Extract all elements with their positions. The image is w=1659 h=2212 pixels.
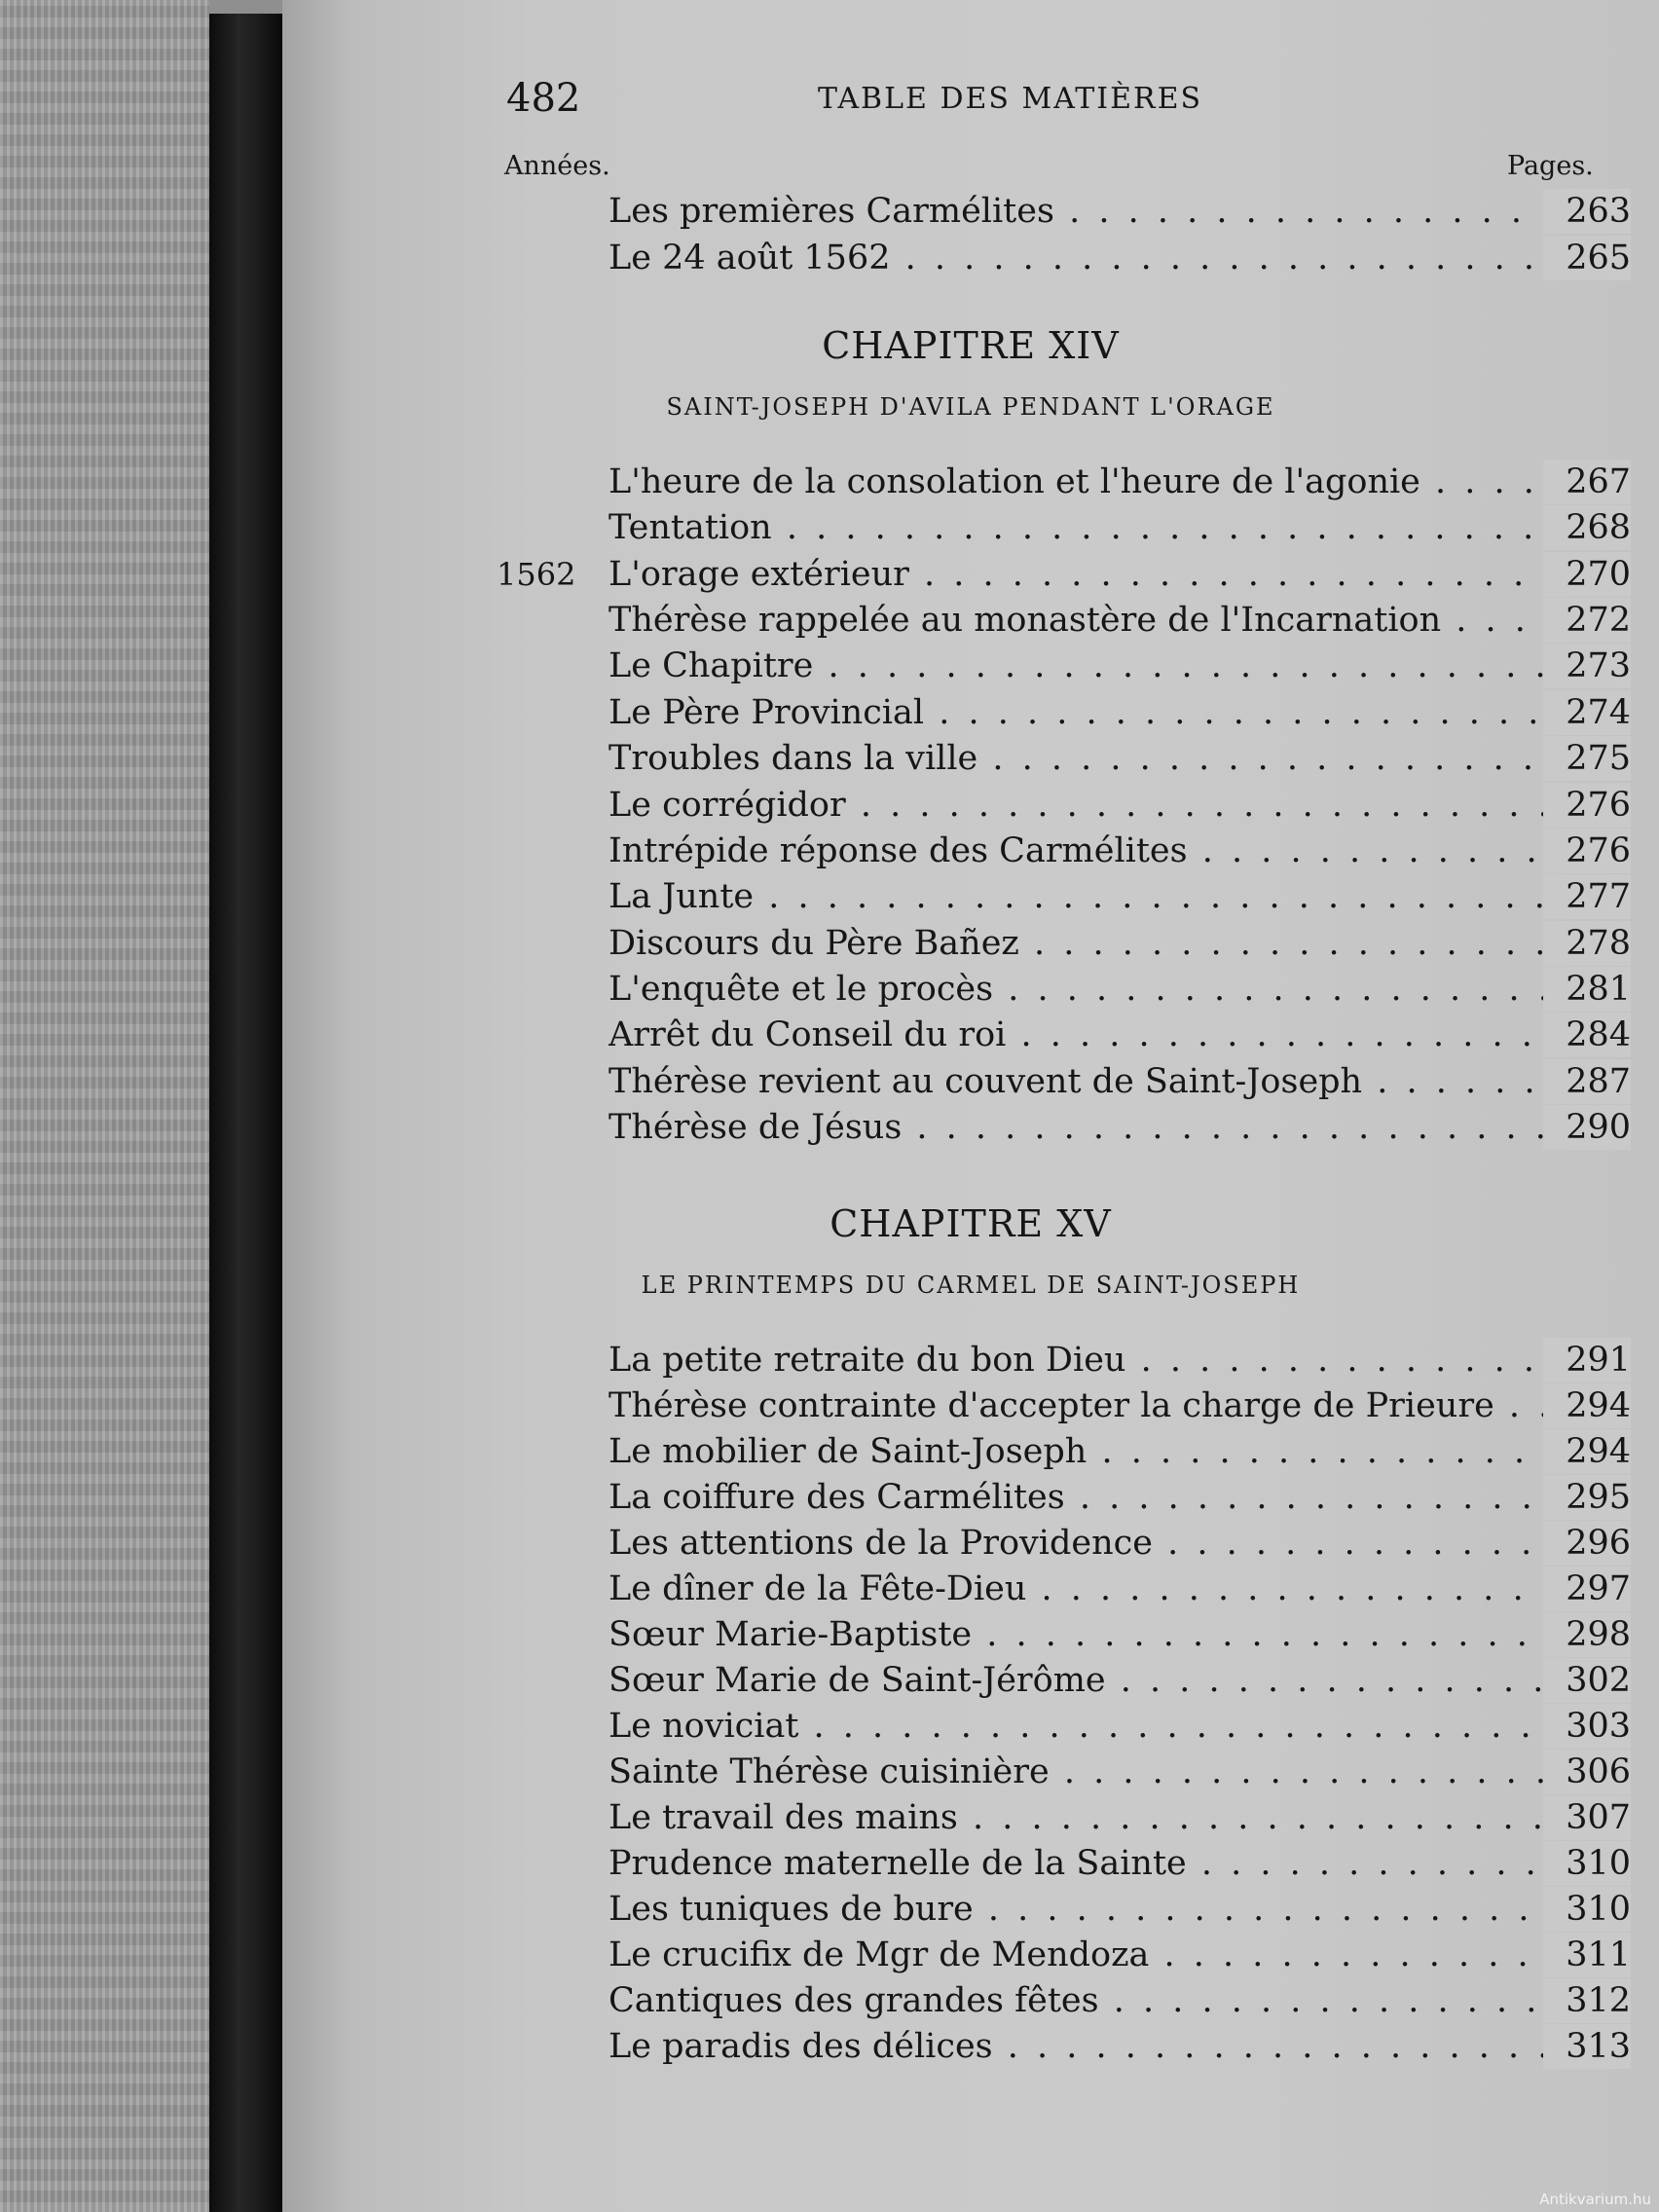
background-surface [0,0,209,2212]
toc-entry-title: Thérèse de Jésus . . . [608,1105,1621,1150]
toc-entry-page: 287 [1543,1059,1631,1104]
toc-entry-page: 310 [1543,1841,1631,1886]
toc-entry-title: Le crucifix de Mgr de Mendoza . . . [608,1933,1621,1977]
toc-entry-page: 268 [1543,505,1631,550]
toc-entry-title: Sainte Thérèse cuisinière . . . [608,1750,1621,1794]
toc-entry-page: 276 [1543,783,1631,828]
pages-column-label: Pages. [1507,151,1594,181]
toc-entry-title: Le travail des mains . . . [608,1795,1621,1840]
toc-entry-title: Troubles dans la ville . . . [608,736,1621,781]
toc-entry-page: 303 [1543,1704,1631,1749]
toc-entry-title: Le Chapitre . . . [608,644,1621,688]
toc-entry-year: 1562 [497,556,576,593]
toc-entry-title: Prudence maternelle de la Sainte . . . [608,1841,1621,1886]
toc-entry-page: 273 [1543,644,1631,688]
toc-entry-title: Thérèse contrainte d'accepter la charge de Prieure . . . [608,1383,1621,1428]
toc-entry-title: Le Père Provincial . . . [608,690,1621,735]
toc-entry-title: Le paradis des délices . . . [608,2024,1621,2069]
toc-entry-page: 276 [1543,829,1631,873]
toc-entry-page: 312 [1543,1978,1631,2023]
toc-entry-page: 274 [1543,690,1631,735]
toc-entry-page: 313 [1543,2024,1631,2069]
toc-entry-title: Sœur Marie de Saint-Jérôme . . . [608,1658,1621,1703]
toc-entry-title: Le dîner de la Fête-Dieu . . . [608,1567,1621,1611]
toc-entry-page: 272 [1543,598,1631,643]
toc-entry-page: 298 [1543,1612,1631,1657]
watermark: Antikvarium.hu [1539,2191,1651,2208]
toc-entry-title: Arrêt du Conseil du roi . . . [608,1013,1621,1057]
toc-entry-title: L'heure de la consolation et l'heure de l'agonie . . . [608,460,1621,504]
toc-entry-title: Les tuniques de bure . . . [608,1887,1621,1932]
page-header [282,74,1659,123]
toc-entry-page: 284 [1543,1013,1631,1057]
toc-entry-page: 290 [1543,1105,1631,1150]
toc-entry-title: Cantiques des grandes fêtes . . . [608,1978,1621,2023]
toc-entry-page: 277 [1543,874,1631,919]
chapter-subtitle: LE PRINTEMPS DU CARMEL DE SAINT-JOSEPH [641,1272,1301,1299]
toc-entry-page: 294 [1543,1429,1631,1474]
toc-entry-title: Les premières Carmélites . . . [608,189,1621,234]
toc-entry-title: L'enquête et le procès . . . [608,967,1621,1012]
page-number: 482 [506,76,581,121]
toc-entry-page: 278 [1543,921,1631,966]
book-page [282,0,1659,2212]
toc-entry-title: Le noviciat . . . [608,1704,1621,1749]
toc-entry-page: 302 [1543,1658,1631,1703]
toc-entry-page: 267 [1543,460,1631,504]
toc-entry-page: 263 [1543,189,1631,234]
toc-entry-page: 307 [1543,1795,1631,1840]
toc-entry-title: Thérèse revient au couvent de Saint-Joseph . . . [608,1059,1621,1104]
toc-entry-title: Intrépide réponse des Carmélites . . . [608,829,1621,873]
toc-entry-title: Tentation . . . [608,505,1621,550]
chapter-title: CHAPITRE XIV [822,324,1120,367]
toc-entry-page: 275 [1543,736,1631,781]
toc-entry-title: La Junte . . . [608,874,1621,919]
toc-entry-title: Discours du Père Bañez . . . [608,921,1621,966]
toc-entry-page: 270 [1543,552,1631,597]
toc-entry-title: Thérèse rappelée au monastère de l'Incarnation . . . [608,598,1621,643]
toc-entry-title: Le mobilier de Saint-Joseph . . . [608,1429,1621,1474]
running-title: TABLE DES MATIÈRES [818,82,1203,116]
toc-entry-page: 296 [1543,1521,1631,1566]
toc-entry-page: 306 [1543,1750,1631,1794]
toc-entry-title: La coiffure des Carmélites . . . [608,1475,1621,1520]
toc-entry-title: Le corrégidor . . . [608,783,1621,828]
years-column-label: Années. [504,151,610,181]
chapter-subtitle: SAINT-JOSEPH D'AVILA PENDANT L'ORAGE [666,393,1275,421]
toc-entry-page: 297 [1543,1567,1631,1611]
chapter-title: CHAPITRE XV [830,1202,1112,1245]
book-spine [209,14,282,2212]
toc-entry-page: 294 [1543,1383,1631,1428]
toc-entry-title: Les attentions de la Providence . . . [608,1521,1621,1566]
toc-entry-title: Le 24 août 1562 . . . [608,236,1621,280]
toc-entry-page: 281 [1543,967,1631,1012]
toc-entry-page: 310 [1543,1887,1631,1932]
toc-entry-title: La petite retraite du bon Dieu . . . [608,1338,1621,1382]
toc-entry-page: 291 [1543,1338,1631,1382]
toc-entry-title: Sœur Marie-Baptiste . . . [608,1612,1621,1657]
toc-entry-page: 295 [1543,1475,1631,1520]
toc-entry-page: 265 [1543,236,1631,280]
toc-entry-title: L'orage extérieur . . . [608,552,1621,597]
toc-entry-page: 311 [1543,1933,1631,1977]
